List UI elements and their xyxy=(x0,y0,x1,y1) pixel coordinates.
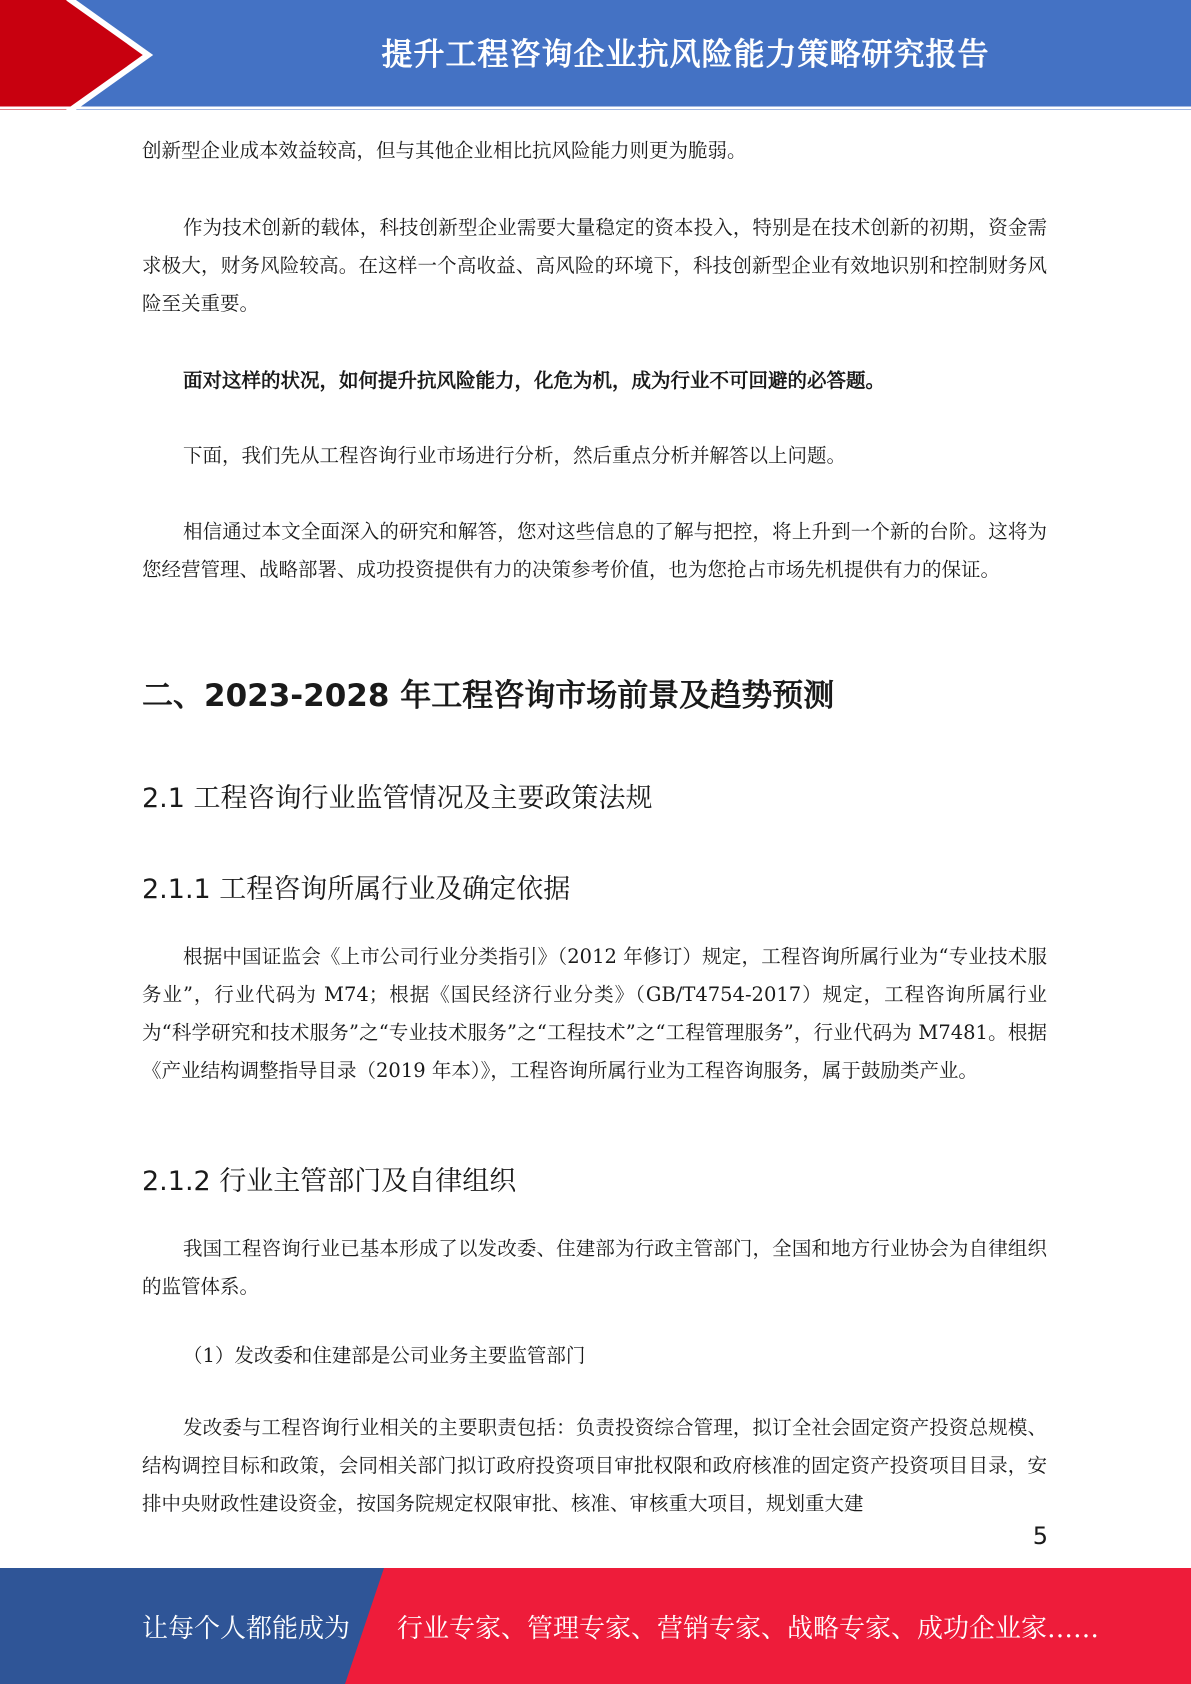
report-title: 提升工程咨询企业抗风险能力策略研究报告 xyxy=(381,36,990,73)
bold-paragraph: 面对这样的状况，如何提升抗风险能力，化危为机，成为行业不可回避的必答题。 xyxy=(183,369,886,392)
footer-tagline: 行业专家、管理专家、营销专家、战略专家、成功企业家…… xyxy=(397,1613,1100,1644)
footer-slogan: 让每个人都能成为 xyxy=(142,1613,351,1644)
paragraph: 下面，我们先从工程咨询行业市场进行分析，然后重点分析并解答以上问题。 xyxy=(183,444,847,467)
subsubsection-heading: 2.1.2 行业主管部门及自律组织 xyxy=(142,1166,517,1197)
paragraph: 我国工程咨询行业已基本形成了以发改委、住建部为行政主管部门，全国和地方行业协会为自律组织的监管体系。 xyxy=(142,1237,1047,1298)
page-number: 5 xyxy=(1032,1522,1048,1550)
subsection-heading: 2.1 工程咨询行业监管情况及主要政策法规 xyxy=(142,783,653,814)
paragraph: 发改委与工程咨询行业相关的主要职责包括：负责投资综合管理，拟订全社会固定资产投资总规模、结构调控目标和政策，会同相关部门拟订政府投资项目审批权限和政府核准的固定资产投资项目目录，安排中央财政性建设资金，按国务院规定权限审批、核准、审核重大项目，规划重大建 xyxy=(142,1416,1047,1515)
paragraph: 根据中国证监会《上市公司行业分类指引》（2012 年修订）规定，工程咨询所属行业为“专业技术服务业”，行业代码为 M74；根据《国民经济行业分类》（GB/T4754-2017）规定，工程咨询所属行业为“科学研究和技术服务”之“专业技术服务”之“工程技术”之“工程管理服务”，行业代码为 M7481。根据《产业结构调整指导目录（2019 年本）》，工程咨询所属行业为工程咨询服务，属于鼓励类产业。 xyxy=(142,945,1047,1082)
page-footer xyxy=(0,1568,1191,1684)
header-red-arrow xyxy=(0,0,148,110)
paragraph: 创新型企业成本效益较高，但与其他企业相比抗风险能力则更为脆弱。 xyxy=(142,139,747,162)
list-item-heading: （1）发改委和住建部是公司业务主要监管部门 xyxy=(183,1344,586,1367)
subsubsection-heading: 2.1.1 工程咨询所属行业及确定依据 xyxy=(142,874,571,905)
paragraph: 作为技术创新的载体，科技创新型企业需要大量稳定的资本投入，特别是在技术创新的初期，资金需求极大，财务风险较高。在这样一个高收益、高风险的环境下，科技创新型企业有效地识别和控制财务风险至关重要。 xyxy=(142,216,1047,315)
page-header xyxy=(0,0,1191,110)
paragraph: 相信通过本文全面深入的研究和解答，您对这些信息的了解与把控，将上升到一个新的台阶。这将为您经营管理、战略部署、成功投资提供有力的决策参考价值，也为您抢占市场先机提供有力的保证。 xyxy=(142,520,1047,581)
section-heading: 二、2023-2028 年工程咨询市场前景及趋势预测 xyxy=(142,678,835,714)
